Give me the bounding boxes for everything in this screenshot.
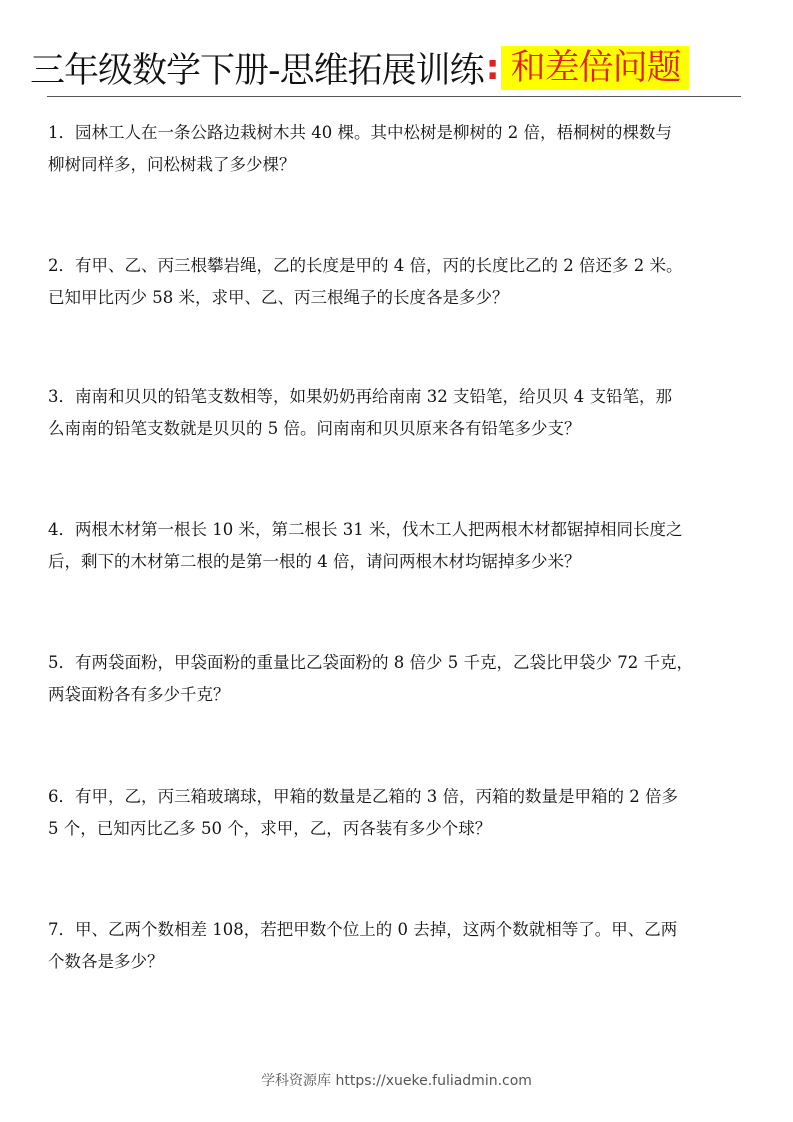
footer-watermark: 学科资源库 https://xueke.fuliadmin.com	[261, 1073, 532, 1089]
question-line: 3．南南和贝贝的铅笔支数相等，如果奶奶再给南南 32 支铅笔，给贝贝 4 支铅笔，那	[48, 387, 672, 406]
title-divider	[47, 96, 741, 97]
question-1	[48, 117, 748, 181]
question-line: 6．有甲，乙，丙三箱玻璃球，甲箱的数量是乙箱的 3 倍，丙箱的数量是甲箱的 2 倍多	[48, 787, 678, 806]
question-line: 1．园林工人在一条公路边栽树木共 40 棵。其中松树是柳树的 2 倍，梧桐树的棵数与	[48, 123, 672, 142]
question-3	[48, 381, 748, 445]
question-line: 柳树同样多，问松树栽了多少棵？	[48, 155, 296, 174]
question-line: 5 个，已知丙比乙多 50 个，求甲，乙，丙各装有多少个球？	[48, 819, 492, 838]
question-line: 么南南的铅笔支数就是贝贝的 5 倍。问南南和贝贝原来各有铅笔多少支？	[48, 419, 581, 438]
title-main: 三年级数学下册-思维拓展训练	[30, 51, 484, 91]
question-4	[48, 514, 748, 578]
title-topic-highlight: 和差倍问题	[501, 46, 689, 90]
question-5	[48, 647, 748, 711]
page-title	[30, 44, 689, 92]
question-line: 7．甲、乙两个数相差 108，若把甲数个位上的 0 去掉，这两个数就相等了。甲、乙两	[48, 920, 678, 939]
title-colon: :	[485, 48, 499, 88]
question-line: 两袋面粉各有多少千克？	[48, 685, 230, 704]
question-line: 个数各是多少？	[48, 952, 164, 971]
question-2	[48, 250, 748, 314]
question-line: 2．有甲、乙、丙三根攀岩绳，乙的长度是甲的 4 倍，丙的长度比乙的 2 倍还多 2 米。	[48, 256, 683, 275]
question-line: 后，剩下的木材第二根的是第一根的 4 倍，请问两根木材均锯掉多少米？	[48, 552, 581, 571]
question-line: 4．两根木材第一根长 10 米，第二根长 31 米，伐木工人把两根木材都锯掉相同长度之	[48, 520, 683, 539]
question-7	[48, 914, 748, 978]
question-line: 5．有两袋面粉，甲袋面粉的重量比乙袋面粉的 8 倍少 5 千克，乙袋比甲袋少 72 千克，	[48, 653, 693, 672]
question-line: 已知甲比丙少 58 米，求甲、乙、丙三根绳子的长度各是多少？	[48, 288, 509, 307]
question-6	[48, 781, 748, 845]
